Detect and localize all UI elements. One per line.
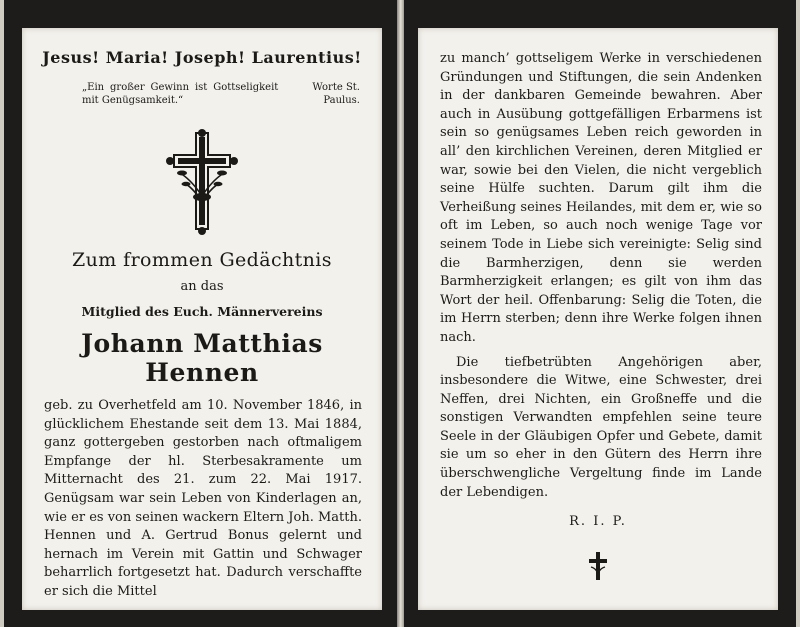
eulogy-paragraph-1: zu manch’ gottseligem Werke in verschiedenen Gründungen und Stiftungen, die sein Andenken in der dankbaren Gemeinde bewahren. Aber auch in Ausübung gottgefälligen Erbarmens ist sein so genügsames Leben reich geworden in all’ den kirchlichen Vereinen, deren Mitglied er war, sowie bei den Vielen, die nicht vergeblich seine Hülfe suchten. Darum gilt ihm die Verheißung seines Heilandes, mit dem er, wie so oft im Leben, so auch noch wenige Tage vor seinem Tode in Liebe sich vereinigte: Selig sind die Barmherzigen, denn sie werden Barmherzigkeit erlangen; es gilt von ihm das Wort der heil. Offenbarung: Selig die Toten, die im Herrn sterben; denn ihre Werke folgen ihnen nach.	[440, 51, 762, 345]
right-panel	[418, 28, 778, 610]
biography-text: geb. zu Overhetfeld am 10. November 1846, in glücklichem Ehestande seit dem 13. Mai 1884, ganz gottergeben gestorben nach oftmaligem Empfange der hl. Sterbesakramente um Mitternacht des 21. zum 22. Mai 1917. Genügsam war sein Leben von Kinderlagen an, wie er es von seinen wackern Eltern Joh. Matth. Hennen und A. Gertrud Bonus gelernt und hernach im Verein mit Gattin und Schwager beharrlich fortgesetzt hat. Dadurch verschaffte er sich die Mittel	[44, 398, 362, 599]
rip-text: R. I. P.	[569, 514, 627, 530]
memorial-title: Zum frommen Gedächtnis	[72, 249, 332, 271]
eulogy-text	[440, 50, 762, 502]
invocation-header: Jesus! Maria! Joseph! Laurentius!	[42, 48, 362, 67]
an-das-text: an das	[180, 279, 224, 294]
right-panel-border	[404, 0, 796, 627]
small-cross-icon	[588, 551, 608, 581]
left-panel	[22, 28, 382, 610]
quote-text: „Ein großer Gewinn ist Gottseligkeit mit Genügsamkeit.“	[82, 82, 279, 106]
deceased-name: Johann Matthias Hennen	[81, 329, 323, 387]
eulogy-paragraph-2: Die tiefbetrübten Angehörigen aber, insbesondere die Witwe, eine Schwester, drei Neffen, drei Nichten, ein Großneffe und die sonstigen Verwandten empfehlen seine teure Seele in der Gläubigen Opfer und Gebete, damit sie um so eher in den Gütern des Herrn ihre überschwengliche Vergeltung finde im Lande der Lebendigen.	[440, 354, 762, 500]
association-line: Mitglied des Euch. Männervereins	[81, 304, 323, 319]
ornate-cross-icon	[166, 127, 238, 237]
quote-source: Worte St. Paulus.	[312, 82, 360, 106]
left-panel-border	[4, 0, 398, 627]
quote-block	[82, 81, 360, 107]
